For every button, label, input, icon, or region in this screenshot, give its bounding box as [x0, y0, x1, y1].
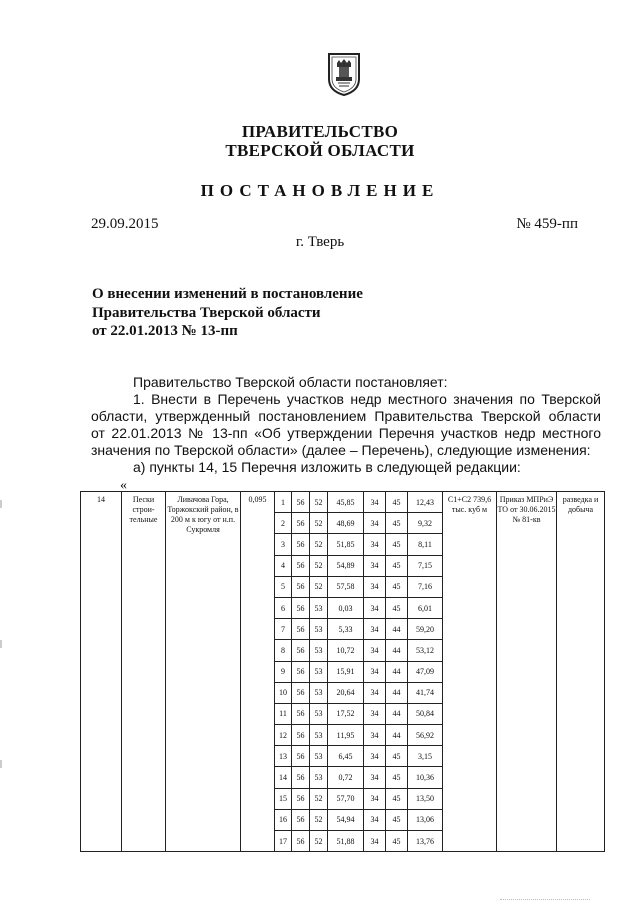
lat-sec-cell: 54,89	[328, 555, 364, 576]
lat-deg-cell: 56	[292, 725, 310, 746]
point-number-cell: 12	[275, 725, 292, 746]
lon-sec-cell: 13,76	[408, 831, 443, 852]
document-number: № 459-пп	[516, 216, 578, 232]
site-location-cell: Ливачова Гора, Торжокский район, в 200 м к югу от н.п. Сукромля	[166, 492, 241, 852]
lat-min-cell: 53	[310, 703, 328, 724]
lon-min-cell: 45	[386, 492, 408, 513]
point-number-cell: 13	[275, 746, 292, 767]
lat-min-cell: 53	[310, 682, 328, 703]
lat-min-cell: 53	[310, 746, 328, 767]
body-paragraph-line: значения по Тверской области» (далее – Перечень), следующие изменения:	[91, 442, 591, 458]
lon-sec-cell: 13,50	[408, 788, 443, 809]
lat-min-cell: 53	[310, 619, 328, 640]
lat-min-cell: 52	[310, 831, 328, 852]
lon-deg-cell: 34	[364, 703, 386, 724]
lon-deg-cell: 34	[364, 831, 386, 852]
body-paragraph-line: области, утвержденный постановлением Правительства Тверской области	[91, 408, 601, 424]
lat-min-cell: 52	[310, 492, 328, 513]
point-number-cell: 3	[275, 534, 292, 555]
lat-deg-cell: 56	[292, 703, 310, 724]
opening-quote: «	[120, 478, 127, 493]
lon-min-cell: 45	[386, 513, 408, 534]
scan-edge-mark	[0, 500, 2, 508]
lon-min-cell: 45	[386, 597, 408, 618]
scan-edge-mark	[0, 760, 2, 768]
lat-deg-cell: 56	[292, 513, 310, 534]
lat-sec-cell: 57,70	[328, 788, 364, 809]
lat-sec-cell: 0,72	[328, 767, 364, 788]
lat-deg-cell: 56	[292, 767, 310, 788]
lon-deg-cell: 34	[364, 640, 386, 661]
lat-sec-cell: 51,88	[328, 831, 364, 852]
lon-min-cell: 44	[386, 682, 408, 703]
lat-deg-cell: 56	[292, 682, 310, 703]
point-number-cell: 1	[275, 492, 292, 513]
lat-sec-cell: 57,58	[328, 576, 364, 597]
lat-sec-cell: 15,91	[328, 661, 364, 682]
lon-deg-cell: 34	[364, 513, 386, 534]
lon-min-cell: 45	[386, 534, 408, 555]
lat-deg-cell: 56	[292, 746, 310, 767]
lon-deg-cell: 34	[364, 492, 386, 513]
lat-sec-cell: 6,45	[328, 746, 364, 767]
lat-min-cell: 53	[310, 597, 328, 618]
point-number-cell: 7	[275, 619, 292, 640]
document-city: г. Тверь	[295, 234, 345, 250]
lat-min-cell: 53	[310, 767, 328, 788]
table-row	[81, 492, 605, 513]
lon-deg-cell: 34	[364, 746, 386, 767]
point-number-cell: 17	[275, 831, 292, 852]
footer-dotted-line	[500, 899, 590, 901]
lon-deg-cell: 34	[364, 576, 386, 597]
lon-sec-cell: 9,32	[408, 513, 443, 534]
point-number-cell: 4	[275, 555, 292, 576]
lat-deg-cell: 56	[292, 555, 310, 576]
lon-deg-cell: 34	[364, 555, 386, 576]
lat-deg-cell: 56	[292, 576, 310, 597]
lat-min-cell: 52	[310, 513, 328, 534]
lon-deg-cell: 34	[364, 725, 386, 746]
lat-deg-cell: 56	[292, 831, 310, 852]
lat-min-cell: 52	[310, 534, 328, 555]
government-title-line1: ПРАВИТЕЛЬСТВО	[241, 122, 399, 141]
coat-of-arms-emblem	[326, 51, 362, 97]
lon-sec-cell: 59,20	[408, 619, 443, 640]
lon-min-cell: 45	[386, 555, 408, 576]
lon-sec-cell: 6,01	[408, 597, 443, 618]
lat-sec-cell: 10,72	[328, 640, 364, 661]
lon-min-cell: 45	[386, 831, 408, 852]
lat-sec-cell: 20,64	[328, 682, 364, 703]
lon-deg-cell: 34	[364, 597, 386, 618]
point-number-cell: 14	[275, 767, 292, 788]
lon-min-cell: 44	[386, 725, 408, 746]
point-number-cell: 9	[275, 661, 292, 682]
lat-sec-cell: 48,69	[328, 513, 364, 534]
lat-min-cell: 53	[310, 725, 328, 746]
lon-sec-cell: 53,12	[408, 640, 443, 661]
body-paragraph-line: от 22.01.2013 № 13-пп «Об утверждении Перечня участков недр местного	[91, 425, 601, 441]
point-number-cell: 6	[275, 597, 292, 618]
point-number-cell: 5	[275, 576, 292, 597]
lat-sec-cell: 51,85	[328, 534, 364, 555]
lat-min-cell: 52	[310, 576, 328, 597]
subject-line: Правительства Тверской области	[92, 304, 321, 321]
lat-sec-cell: 54,94	[328, 809, 364, 830]
lat-deg-cell: 56	[292, 619, 310, 640]
lon-min-cell: 44	[386, 640, 408, 661]
lon-deg-cell: 34	[364, 788, 386, 809]
lon-min-cell: 45	[386, 767, 408, 788]
document-body	[91, 374, 601, 476]
subject-line: от 22.01.2013 № 13-пп	[92, 323, 238, 339]
lat-sec-cell: 45,85	[328, 492, 364, 513]
lon-deg-cell: 34	[364, 661, 386, 682]
body-paragraph-preamble: Правительство Тверской области постановляет:	[133, 374, 448, 390]
lon-sec-cell: 50,84	[408, 703, 443, 724]
lat-deg-cell: 56	[292, 492, 310, 513]
mineral-cell: Пески строи-тельные	[122, 492, 166, 852]
document-date: 29.09.2015	[91, 216, 159, 232]
reserves-cell: С1+С2 739,6 тыс. куб м	[443, 492, 497, 852]
government-title-line2: ТВЕРСКОЙ ОБЛАСТИ	[225, 141, 415, 160]
lon-sec-cell: 7,16	[408, 576, 443, 597]
lon-sec-cell: 12,43	[408, 492, 443, 513]
lon-sec-cell: 10,36	[408, 767, 443, 788]
lon-min-cell: 44	[386, 619, 408, 640]
scan-edge-mark	[0, 640, 2, 648]
point-number-cell: 8	[275, 640, 292, 661]
lat-deg-cell: 56	[292, 788, 310, 809]
lon-min-cell: 45	[386, 788, 408, 809]
lon-min-cell: 44	[386, 703, 408, 724]
lon-min-cell: 45	[386, 809, 408, 830]
lon-sec-cell: 13,06	[408, 809, 443, 830]
point-number-cell: 10	[275, 682, 292, 703]
point-number-cell: 11	[275, 703, 292, 724]
basis-cell: Приказ МПРиЭ ТО от 30.06.2015 № 81-кв	[497, 492, 557, 852]
document-subject	[92, 285, 363, 341]
point-number-cell: 16	[275, 809, 292, 830]
lon-sec-cell: 3,15	[408, 746, 443, 767]
lat-deg-cell: 56	[292, 597, 310, 618]
lon-sec-cell: 47,09	[408, 661, 443, 682]
lon-deg-cell: 34	[364, 619, 386, 640]
lon-deg-cell: 34	[364, 682, 386, 703]
body-paragraph-item-a: а) пункты 14, 15 Перечня изложить в следующей редакции:	[133, 459, 521, 475]
lon-sec-cell: 41,74	[408, 682, 443, 703]
lat-min-cell: 52	[310, 788, 328, 809]
usage-cell: разведка и добыча	[557, 492, 605, 852]
lon-sec-cell: 7,15	[408, 555, 443, 576]
point-number-cell: 2	[275, 513, 292, 534]
lat-min-cell: 52	[310, 809, 328, 830]
lon-deg-cell: 34	[364, 534, 386, 555]
body-paragraph-line: 1. Внести в Перечень участков недр местного значения по Тверской	[133, 391, 601, 407]
lat-deg-cell: 56	[292, 640, 310, 661]
lat-deg-cell: 56	[292, 534, 310, 555]
lat-min-cell: 53	[310, 640, 328, 661]
lat-sec-cell: 0,03	[328, 597, 364, 618]
lat-min-cell: 53	[310, 661, 328, 682]
lat-deg-cell: 56	[292, 661, 310, 682]
subject-line: О внесении изменений в постановление	[92, 286, 363, 302]
subsoil-sites-table	[80, 491, 605, 852]
point-number-cell: 15	[275, 788, 292, 809]
lon-deg-cell: 34	[364, 767, 386, 788]
area-cell: 0,095	[241, 492, 275, 852]
lon-sec-cell: 56,92	[408, 725, 443, 746]
lon-sec-cell: 8,11	[408, 534, 443, 555]
item-number-cell: 14	[81, 492, 122, 852]
lat-sec-cell: 17,52	[328, 703, 364, 724]
lat-deg-cell: 56	[292, 809, 310, 830]
lat-sec-cell: 5,33	[328, 619, 364, 640]
lon-deg-cell: 34	[364, 809, 386, 830]
table-body	[81, 492, 605, 852]
lat-sec-cell: 11,95	[328, 725, 364, 746]
document-type: ПОСТАНОВЛЕНИЕ	[200, 181, 440, 200]
lon-min-cell: 45	[386, 576, 408, 597]
lon-min-cell: 45	[386, 746, 408, 767]
lon-min-cell: 44	[386, 661, 408, 682]
lat-min-cell: 52	[310, 555, 328, 576]
